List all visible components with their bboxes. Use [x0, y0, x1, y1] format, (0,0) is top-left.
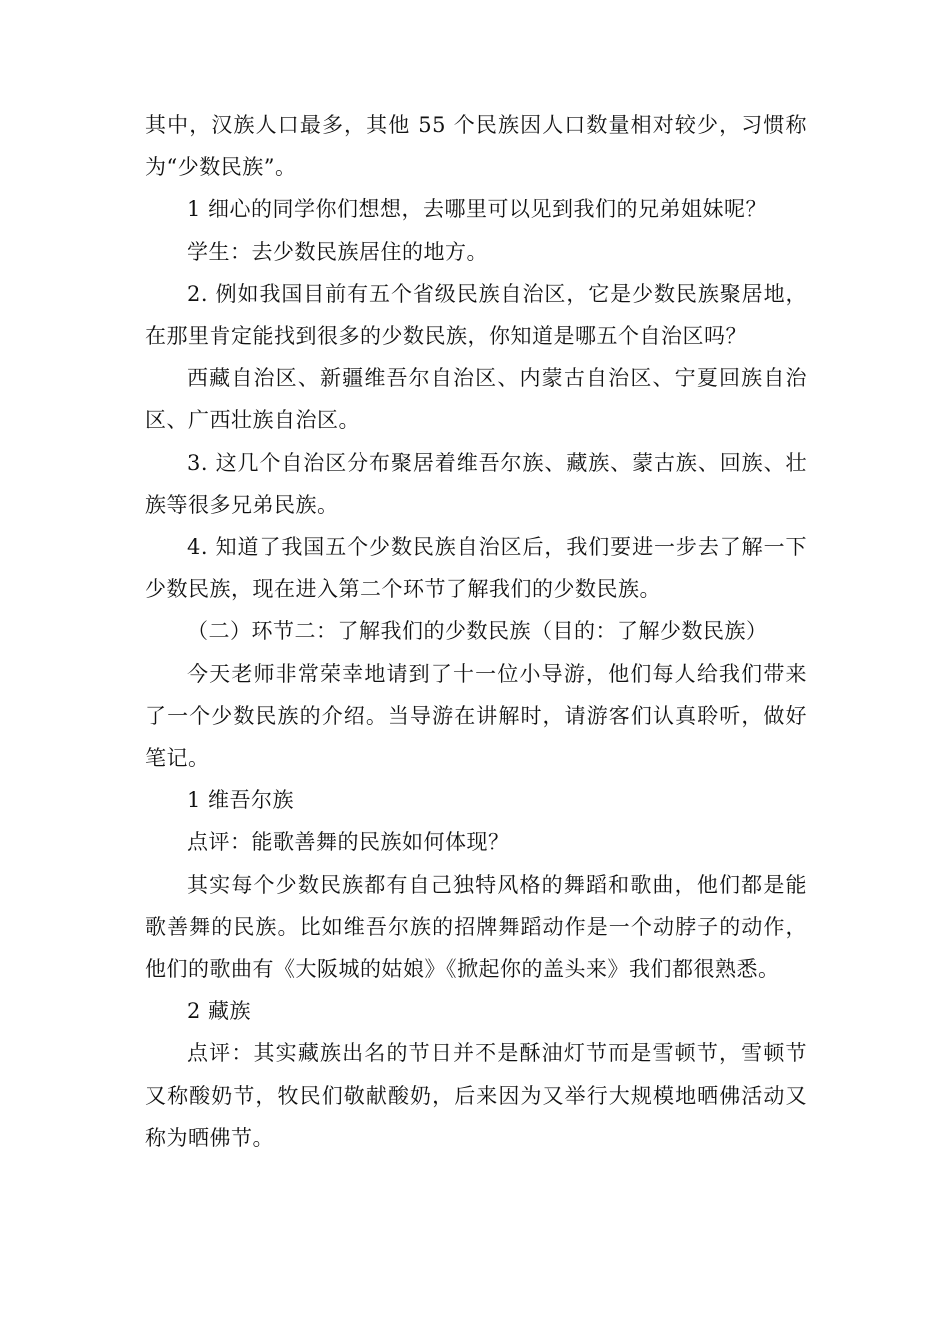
paragraph-item-2: 2. 例如我国目前有五个省级民族自治区，它是少数民族聚居地，在那里肯定能找到很多的少数民族，你知道是哪五个自治区吗？ — [145, 281, 807, 349]
paragraph-dance-song: 其实每个少数民族都有自己独特风格的舞蹈和歌曲，他们都是能歌善舞的民族。比如维吾尔族的招牌舞蹈动作是一个动脖子的动作，他们的歌曲有《大阪城的姑娘》《掀起你的盖头来》我们都很熟悉。 — [145, 872, 807, 982]
paragraph-question-1: 1 细心的同学你们想想，去哪里可以见到我们的兄弟姐妹呢？ — [187, 197, 768, 222]
section-heading-2: （二）环节二：了解我们的少数民族（目的：了解少数民族） — [187, 619, 768, 644]
paragraph-population: 其中，汉族人口最多，其他 55 个民族因人口数量相对较少，习惯称为“少数民族”。 — [145, 113, 807, 180]
document-body — [145, 104, 807, 1159]
paragraph-uyghur-title: 1 维吾尔族 — [187, 788, 295, 813]
paragraph-regions-list: 西藏自治区、新疆维吾尔自治区、内蒙古自治区、宁夏回族自治区、广西壮族自治区。 — [145, 366, 807, 433]
paragraph-item-3: 3. 这几个自治区分布聚居着维吾尔族、藏族、蒙古族、回族、壮族等很多兄弟民族。 — [145, 450, 807, 517]
paragraph-comment-1: 点评：能歌善舞的民族如何体现？ — [187, 830, 510, 855]
paragraph-comment-2: 点评：其实藏族出名的节日并不是酥油灯节而是雪顿节，雪顿节又称酸奶节，牧民们敬献酸奶，后来因为又举行大规模地晒佛活动又称为晒佛节。 — [145, 1041, 807, 1150]
paragraph-student-answer: 学生：去少数民族居住的地方。 — [187, 239, 488, 264]
paragraph-tibetan-title: 2 藏族 — [187, 999, 252, 1024]
paragraph-item-4: 4. 知道了我国五个少数民族自治区后，我们要进一步去了解一下少数民族，现在进入第二个环节了解我们的少数民族。 — [145, 535, 807, 602]
paragraph-tour-guides: 今天老师非常荣幸地请到了十一位小导游，他们每人给我们带来了一个少数民族的介绍。当导游在讲解时，请游客们认真聆听，做好笔记。 — [145, 661, 807, 771]
